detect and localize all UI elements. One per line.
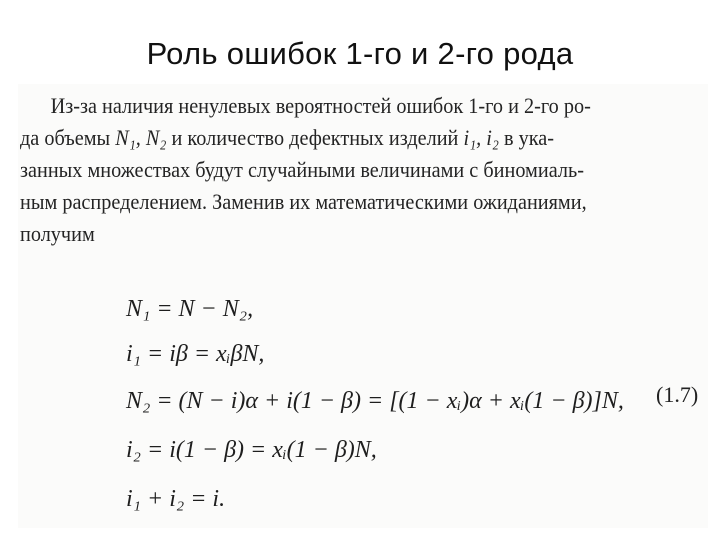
equation-number: (1.7)	[656, 382, 699, 407]
equation-4: i₂ = i(1 − β) = xᵢ(1 − β)N,	[126, 437, 377, 463]
scanned-text-image	[18, 84, 708, 528]
paragraph-line-3: занных множествах будут случайными величинами с биномиаль-	[20, 157, 584, 182]
equation-5: i₁ + i₂ = i.	[126, 486, 226, 512]
paragraph-line-1: Из-за наличия ненулевых вероятностей ошибок 1-го и 2-го ро-	[50, 93, 591, 118]
paragraph-line-4: ным распределением. Заменив их математическими ожиданиями,	[20, 189, 587, 214]
paragraph-line-5: получим	[20, 221, 95, 246]
scanned-paragraph	[20, 90, 704, 250]
slide-title: Роль ошибок 1-го и 2-го рода	[146, 36, 574, 71]
equation-2: i₁ = iβ = xᵢβN,	[126, 341, 265, 367]
equation-3: N₂ = (N − i)α + i(1 − β) = [(1 − xᵢ)α + xᵢ(1 − β)]N,	[126, 388, 624, 414]
paragraph-line-2: да объемы N₁, N₂ и количество дефектных изделий i₁, i₂ в ука-	[20, 125, 555, 150]
equation-1: N₁ = N − N₂,	[126, 296, 254, 322]
